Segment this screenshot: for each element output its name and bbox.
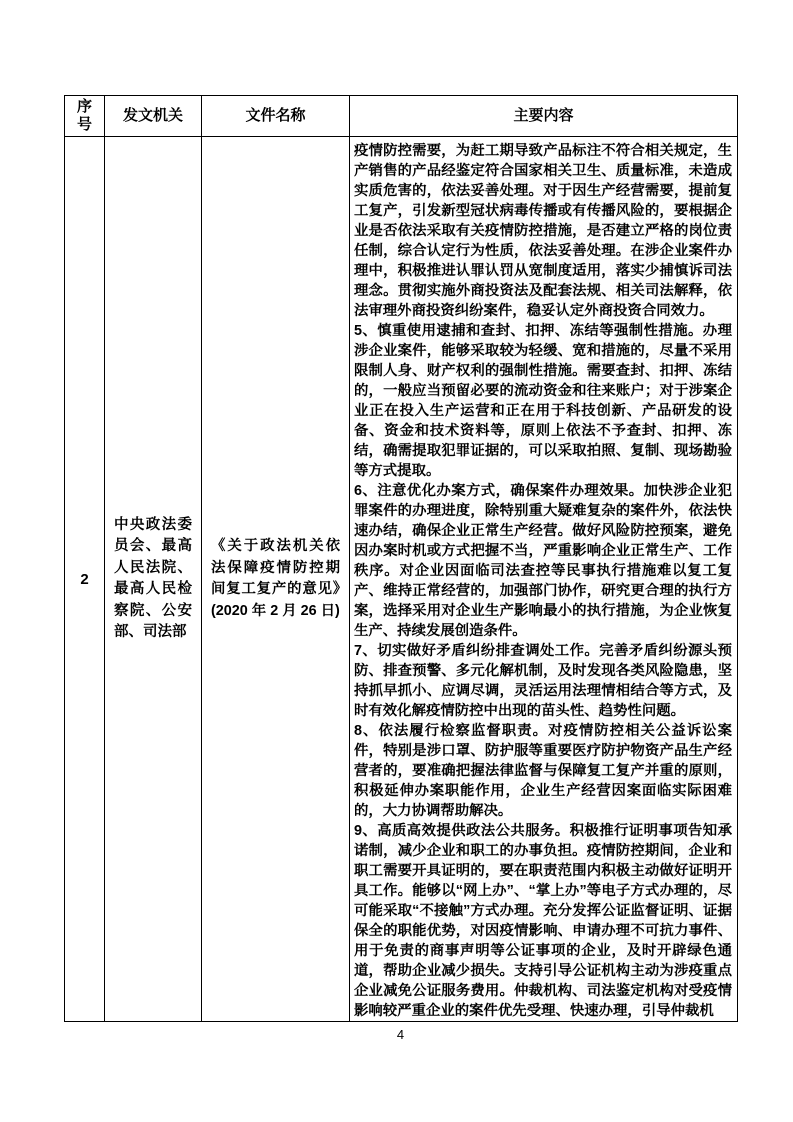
table-header-row — [65, 96, 738, 137]
content-paragraph: 6、注意优化办案方式，确保案件办理效果。加快涉企业犯罪案件的办理进度，除特别重大疑难复杂的案件外，依法快速办结，确保企业正常生产经营。做好风险防控预案，避免因办案时机或方式把握不当，严重影响企业正常生产、工作秩序。对企业因面临司法查控等民事执行措施难以复工复产、维持正常经营的，加强部门协作，研究更合理的执行方案，选择采用对企业生产影响最小的执行措施，为企业恢复生产、持续发展创造条件。 — [354, 483, 732, 639]
content-paragraph: 疫情防控需要，为赶工期导致产品标注不符合相关规定，生产销售的产品经鉴定符合国家相关卫生、质量标准，未造成实质危害的，依法妥善处理。对于因生产经营需要，提前复工复产，引发新型冠状病毒传播或有传播风险的，要根据企业是否依法采取有关疫情防控措施，是否建立严格的岗位责任制，综合认定行为性质，依法妥善处理。在涉企业案件办理中，积极推进认罪认罚从宽制度适用，落实少捕慎诉司法理念。贯彻实施外商投资法及配套法规、相关司法解释，依法审理外商投资纠纷案件，稳妥认定外商投资合同效力。 — [354, 143, 732, 319]
issuing-authority-cell: 中央政法委员会、最高人民法院、最高人民检察院、公安部、司法部 — [105, 137, 202, 1022]
document-title-cell: 《关于政法机关依法保障疫情防控期间复工复产的意见》(2020 年 2 月 26 日) — [202, 137, 350, 1022]
header-serial-number: 序号 — [65, 96, 105, 137]
header-issuing-authority: 发文机关 — [105, 96, 202, 137]
content-paragraph: 8、依法履行检察监督职责。对疫情防控相关公益诉讼案件，特别是涉口罩、防护服等重要医疗防护物资产品生产经营者的，要准确把握法律监督与保障复工复产并重的原则，积极延伸办案职能作用，企业生产经营因案面临实际困难的，大力协调帮助解决。 — [354, 723, 732, 819]
page-number: 4 — [396, 1027, 405, 1042]
content-paragraph: 9、高质高效提供政法公共服务。积极推行证明事项告知承诺制，减少企业和职工的办事负担。疫情防控期间，企业和职工需要开具证明的，要在职责范围内积极主动做好证明开具工作。能够以“网上办”、“掌上办”等电子方式办理的，尽可能采取“不接触”方式办理。充分发挥公证监督证明、证据保全的职能优势，对因疫情影响、申请办理不可抗力事件、用于免责的商事声明等公证事项的企业，及时开辟绿色通道，帮助企业减少损失。支持引导公证机构主动为涉疫重点企业减免公证服务费用。仲裁机构、司法鉴定机构对受疫情影响较严重企业的案件优先受理、快速办理，引导仲裁机 — [354, 823, 732, 1019]
header-document-title: 文件名称 — [202, 96, 350, 137]
serial-number-cell: 2 — [65, 137, 105, 1022]
table-row — [65, 137, 738, 1022]
policy-documents-table — [64, 95, 738, 1022]
content-paragraph: 7、切实做好矛盾纠纷排查调处工作。完善矛盾纠纷源头预防、排查预警、多元化解机制，及时发现各类风险隐患，坚持抓早抓小、应调尽调，灵活运用法理情相结合等方式，及时有效化解疫情防控中出现的苗头性、趋势性问题。 — [354, 643, 732, 719]
content-paragraph: 5、慎重使用逮捕和查封、扣押、冻结等强制性措施。办理涉企业案件，能够采取较为轻缓、宽和措施的，尽量不采用限制人身、财产权利的强制性措施。需要查封、扣押、冻结的，一般应当预留必要的流动资金和往来账户；对于涉案企业正在投入生产运营和正在用于科技创新、产品研发的设备、资金和技术资料等，原则上依法不予查封、扣押、冻结，确需提取犯罪证据的，可以采取拍照、复制、现场勘验等方式提取。 — [354, 323, 732, 479]
main-content-cell — [350, 137, 738, 1022]
header-main-content: 主要内容 — [350, 96, 738, 137]
